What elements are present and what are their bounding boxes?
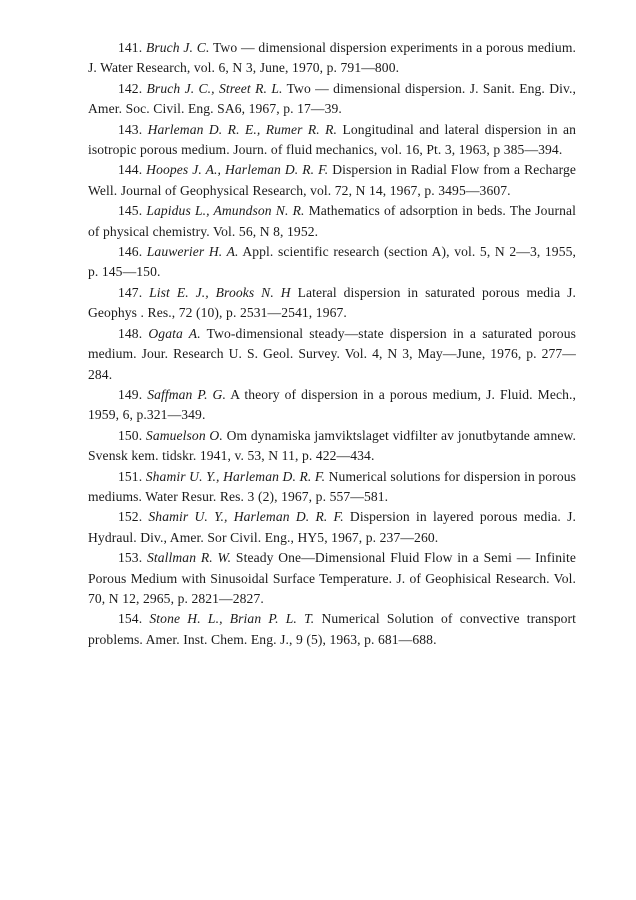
reference-entry	[88, 79, 576, 120]
reference-number: 146.	[118, 244, 143, 260]
reference-number: 147.	[118, 284, 143, 300]
reference-authors: Lauwerier H. A.	[146, 244, 239, 260]
reference-number: 145.	[118, 203, 143, 219]
reference-text: Steady One—Dimensional Fluid Flow in a Semi — Infinite Porous Medium with Sinusoidal Surface Temperature. J. of Geophisical Research. Vol. 70, N 12, 2965, p. 2821—2827.	[88, 550, 576, 606]
reference-text: Two — dimensional dispersion. J. Sanit. Eng. Div., Amer. Soc. Civil. Eng. SA6, 1967, p. 17—39.	[88, 80, 577, 117]
reference-authors: Stone H. L., Brian P. L. T.	[149, 611, 315, 627]
reference-number: 143.	[118, 121, 143, 137]
reference-entry	[88, 507, 576, 548]
reference-entry	[88, 242, 576, 283]
reference-number: 153.	[118, 550, 143, 566]
reference-number: 142.	[118, 80, 143, 96]
reference-entry	[88, 201, 576, 242]
reference-authors: Samuelson O.	[145, 427, 223, 443]
reference-text: Two-dimensional steady—state dispersion in a saturated porous medium. Jour. Research U. S. Geol. Survey. Vol. 4, N 3, May—June, 1976, p. 277—284.	[88, 325, 576, 382]
reference-text: Mathematics of adsorption in beds. The Journal of physical chemistry. Vol. 56, N 8, 1952.	[88, 203, 577, 239]
reference-entry	[88, 160, 576, 201]
reference-text: Om dynamiska jamviktslaget vidfilter av jonutbytande amnew. Svensk kem. tidskr. 1941, v. 53, N 11, p. 422—434.	[88, 427, 577, 464]
reference-authors: Shamir U. Y., Harleman D. R. F.	[145, 468, 326, 484]
reference-authors: Stallman R. W.	[146, 550, 232, 566]
reference-text: Dispersion in layered porous media. J. Hydraul. Div., Amer. Sor Civil. Eng., HY5, 1967, p. 237—260.	[88, 509, 576, 545]
reference-number: 149.	[118, 386, 143, 402]
reference-text: A theory of dispersion in a porous medium, J. Fluid. Mech., 1959, 6, p.321—349.	[88, 386, 576, 423]
reference-authors: List E. J., Brooks N. H	[149, 284, 291, 300]
reference-authors: Saffman P. G.	[147, 386, 226, 402]
reference-list	[88, 38, 576, 650]
reference-number: 152.	[118, 509, 143, 525]
reference-text: Numerical solutions for dispersion in porous mediums. Water Resur. Res. 3 (2), 1967, p. 557—581.	[88, 468, 576, 504]
reference-number: 148.	[118, 325, 143, 341]
reference-authors: Bruch J. C., Street R. L.	[146, 80, 283, 96]
reference-authors: Ogata A.	[148, 325, 201, 341]
reference-entry	[88, 426, 576, 467]
reference-text: Numerical Solution of convective transport problems. Amer. Inst. Chem. Eng. J., 9 (5), 1963, p. 681—688.	[88, 611, 577, 647]
reference-authors: Harleman D. R. E., Rumer R. R.	[147, 121, 338, 137]
reference-entry	[88, 609, 576, 650]
reference-entry	[88, 38, 576, 79]
reference-entry	[88, 120, 576, 161]
reference-authors: Hoopes J. A., Harleman D. R. F.	[146, 162, 329, 178]
reference-text: Lateral dispersion in saturated porous media J. Geophys . Res., 72 (10), p. 2531—2541, 1967.	[88, 284, 576, 321]
reference-entry	[88, 324, 576, 385]
reference-authors: Lapidus L., Amundson N. R.	[146, 203, 305, 219]
reference-text: Two — dimensional dispersion experiments in a porous medium. J. Water Research, vol. 6, N 3, June, 1970, p. 791—800.	[88, 40, 577, 76]
reference-number: 151.	[118, 468, 143, 484]
reference-text: Longitudinal and lateral dispersion in an isotropic porous medium. Journ. of fluid mechanics, vol. 16, Pt. 3, 1963, p 385—394.	[88, 121, 577, 158]
reference-number: 150.	[118, 427, 143, 443]
reference-authors: Bruch J. C.	[145, 40, 210, 55]
reference-authors: Shamir U. Y., Harleman D. R. F.	[148, 509, 344, 525]
reference-entry	[88, 548, 576, 609]
reference-text: Appl. scientific research (section A), vol. 5, N 2—3, 1955, p. 145—150.	[88, 244, 576, 280]
reference-number: 141.	[118, 40, 143, 55]
reference-number: 144.	[118, 162, 143, 178]
reference-text: Dispersion in Radial Flow from a Recharge Well. Journal of Geophysical Research, vol. 72, N 14, 1967, p. 3495—3607.	[88, 162, 576, 198]
reference-entry	[88, 385, 576, 426]
reference-entry	[88, 467, 576, 508]
reference-entry	[88, 283, 576, 324]
reference-number: 154.	[118, 611, 143, 627]
